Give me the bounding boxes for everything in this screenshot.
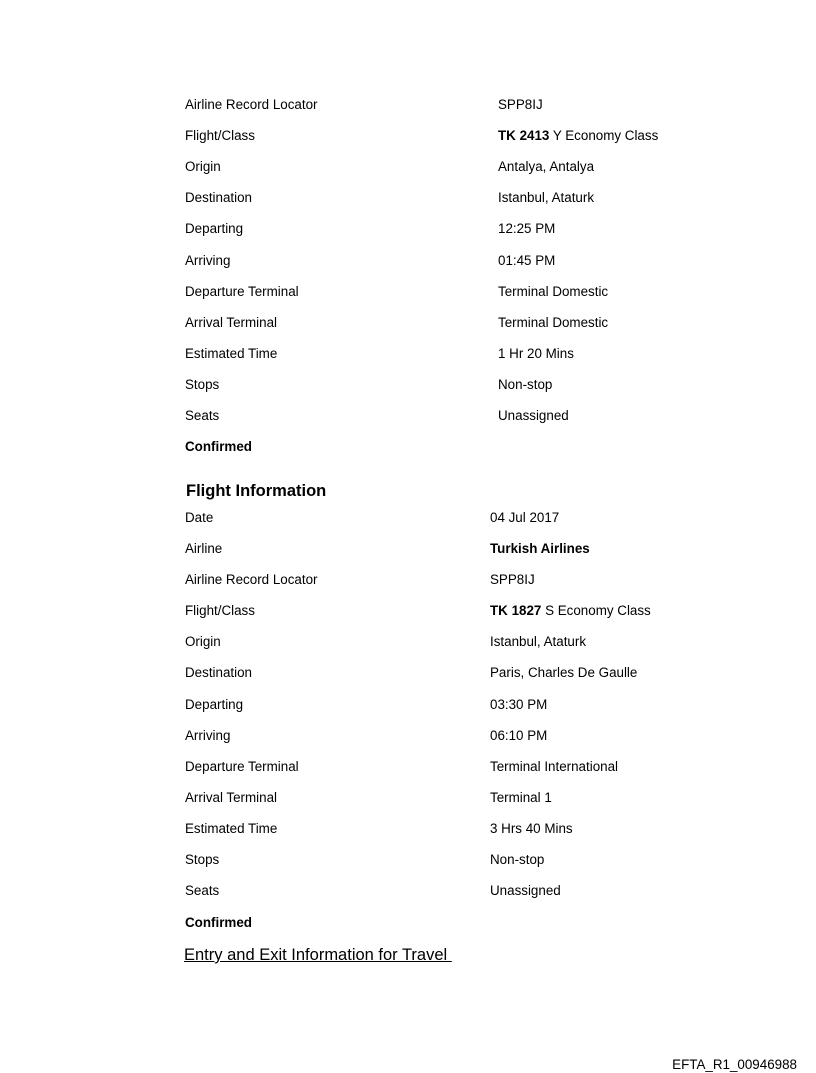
flight-number: TK 1827 xyxy=(490,603,542,618)
flight-class-row xyxy=(0,602,816,620)
origin-value: Istanbul, Ataturk xyxy=(490,634,587,649)
departure-terminal-row xyxy=(0,758,816,776)
arrival-terminal-row xyxy=(0,314,816,332)
estimated-time-label: Estimated Time xyxy=(185,821,278,836)
stops-value: Non-stop xyxy=(490,852,545,867)
estimated-time-row xyxy=(0,820,816,838)
destination-label: Destination xyxy=(185,665,252,680)
stops-label: Stops xyxy=(185,377,220,392)
estimated-time-value: 1 Hr 20 Mins xyxy=(498,346,574,361)
departure-terminal-row xyxy=(0,283,816,301)
flight-class-label: Flight/Class xyxy=(185,128,255,143)
seats-row xyxy=(0,882,816,900)
booking-status: Confirmed xyxy=(185,439,252,454)
origin-label: Origin xyxy=(185,159,221,174)
departing-label: Departing xyxy=(185,221,244,236)
destination-row xyxy=(0,189,816,207)
record-locator-label: Airline Record Locator xyxy=(185,97,318,112)
estimated-time-label: Estimated Time xyxy=(185,346,278,361)
departure-terminal-value: Terminal International xyxy=(490,759,619,774)
seats-label: Seats xyxy=(185,408,220,423)
arriving-value: 06:10 PM xyxy=(490,728,548,743)
departing-label: Departing xyxy=(185,697,244,712)
stops-label: Stops xyxy=(185,852,220,867)
origin-row xyxy=(0,633,816,651)
arrival-terminal-label: Arrival Terminal xyxy=(185,315,278,330)
flight-class-label: Flight/Class xyxy=(185,603,255,618)
departing-value: 03:30 PM xyxy=(490,697,548,712)
arriving-label: Arriving xyxy=(185,253,231,268)
departing-value: 12:25 PM xyxy=(498,221,556,236)
arriving-value: 01:45 PM xyxy=(498,253,556,268)
seats-label: Seats xyxy=(185,883,220,898)
flight-class-value xyxy=(498,127,658,145)
record-locator-label: Airline Record Locator xyxy=(185,572,318,587)
seats-value: Unassigned xyxy=(498,408,569,423)
arriving-row xyxy=(0,727,816,745)
date-label: Date xyxy=(185,510,214,525)
seats-row xyxy=(0,407,816,425)
document-id: EFTA_R1_00946988 xyxy=(672,1057,797,1072)
destination-label: Destination xyxy=(185,190,252,205)
date-row xyxy=(0,509,816,527)
date-value: 04 Jul 2017 xyxy=(490,510,560,525)
arriving-label: Arriving xyxy=(185,728,231,743)
estimated-time-value: 3 Hrs 40 Mins xyxy=(490,821,573,836)
booking-status: Confirmed xyxy=(185,915,252,930)
origin-value: Antalya, Antalya xyxy=(498,159,595,174)
flight-class-value xyxy=(490,602,651,620)
record-locator-row xyxy=(0,96,816,114)
fare-class: Y Economy Class xyxy=(549,128,659,143)
arrival-terminal-label: Arrival Terminal xyxy=(185,790,278,805)
arrival-terminal-row xyxy=(0,789,816,807)
origin-label: Origin xyxy=(185,634,221,649)
destination-value: Paris, Charles De Gaulle xyxy=(490,665,638,680)
departure-terminal-label: Departure Terminal xyxy=(185,759,299,774)
flight-class-row xyxy=(0,127,816,145)
flight-number: TK 2413 xyxy=(498,128,550,143)
destination-value: Istanbul, Ataturk xyxy=(498,190,595,205)
arrival-terminal-value: Terminal Domestic xyxy=(498,315,609,330)
record-locator-value: SPP8IJ xyxy=(490,572,535,587)
departure-terminal-label: Departure Terminal xyxy=(185,284,299,299)
record-locator-value: SPP8IJ xyxy=(498,97,543,112)
airline-row xyxy=(0,540,816,558)
stops-row xyxy=(0,376,816,394)
entry-exit-info-link[interactable]: Entry and Exit Information for Travel xyxy=(184,946,452,964)
section-heading: Flight Information xyxy=(186,482,327,500)
stops-value: Non-stop xyxy=(498,377,553,392)
destination-row xyxy=(0,664,816,682)
departing-row xyxy=(0,220,816,238)
departure-terminal-value: Terminal Domestic xyxy=(498,284,609,299)
seats-value: Unassigned xyxy=(490,883,561,898)
airline-value: Turkish Airlines xyxy=(490,541,590,556)
estimated-time-row xyxy=(0,345,816,363)
fare-class: S Economy Class xyxy=(541,603,651,618)
airline-label: Airline xyxy=(185,541,223,556)
record-locator-row xyxy=(0,571,816,589)
origin-row xyxy=(0,158,816,176)
arrival-terminal-value: Terminal 1 xyxy=(490,790,552,805)
departing-row xyxy=(0,696,816,714)
stops-row xyxy=(0,851,816,869)
arriving-row xyxy=(0,252,816,270)
